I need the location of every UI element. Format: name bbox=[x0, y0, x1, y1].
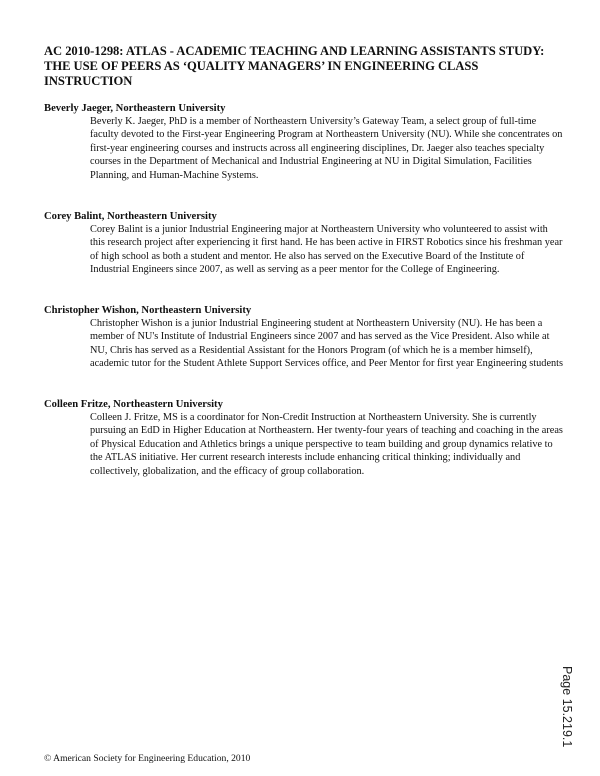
author-bio-text: Colleen J. Fritze, MS is a coordinator for Non-Credit Instruction at Northeastern University. She is currently pursuing an EdD in Higher Education at Northeastern. Her twenty-four years of teaching and coaching in the areas of Physical Education and Athletics brings a unique perspective to team building and group dynamics relative to the ATLAS initiative. Her current research interests include enhancing critical thinking; individually and collectively, globalization, and the efficacy of group collaboration. bbox=[90, 412, 563, 477]
author-name: Beverly Jaeger, Northeastern University bbox=[44, 103, 226, 114]
paper-title: AC 2010-1298: ATLAS - ACADEMIC TEACHING AND LEARNING ASSISTANTS STUDY: THE USE OF PEERS AS ‘QUALITY MANAGERS’ IN ENGINEERING CLASS INSTRUCTION bbox=[44, 44, 545, 88]
author-bio-text: Christopher Wishon is a junior Industrial Engineering student at Northeastern University (NU). He has been a member of NU's Institute of Industrial Engineers since 2007 and has served as the Vice President. Also while at NU, Chris has served as a Residential Assistant for the Honors Program (of which he is a member himself), academic tutor for the Student Athlete Support Services office, and Peer Mentor for first year Engineering students bbox=[90, 318, 564, 370]
author-bio-text: Corey Balint is a junior Industrial Engineering major at Northeastern University who volunteered to assist with this research project after experiencing it first hand. He has been active in FIRST Robotics since his freshman year of high school as both a student and mentor. He also has served on the Executive Board of the Institute of Industrial Engineers since 2007, as well as serving as a peer mentor for the College of Engineering. bbox=[90, 224, 563, 276]
author-bio-section bbox=[44, 399, 562, 478]
author-bio-section bbox=[44, 103, 562, 182]
author-bio-section bbox=[44, 211, 562, 277]
author-bio-section bbox=[44, 305, 562, 371]
author-name: Christopher Wishon, Northeastern University bbox=[44, 305, 252, 316]
author-bio-text: Beverly K. Jaeger, PhD is a member of Northeastern University’s Gateway Team, a select group of full-time faculty devoted to the First-year Engineering Program at Northeastern University (NU). While she concentrates on first-year engineering courses and instructs across all engineering disciplines, Dr. Jaeger also teaches specialty courses in the Department of Mechanical and Industrial Engineering at NU in Digital Simulation, Facilities Planning, and Human-Machine Systems. bbox=[90, 116, 563, 181]
page-number: Page 15.219.1 bbox=[560, 666, 574, 748]
copyright-footer: © American Society for Engineering Education, 2010 bbox=[44, 753, 251, 764]
author-name: Corey Balint, Northeastern University bbox=[44, 211, 217, 222]
author-name: Colleen Fritze, Northeastern University bbox=[44, 399, 223, 410]
